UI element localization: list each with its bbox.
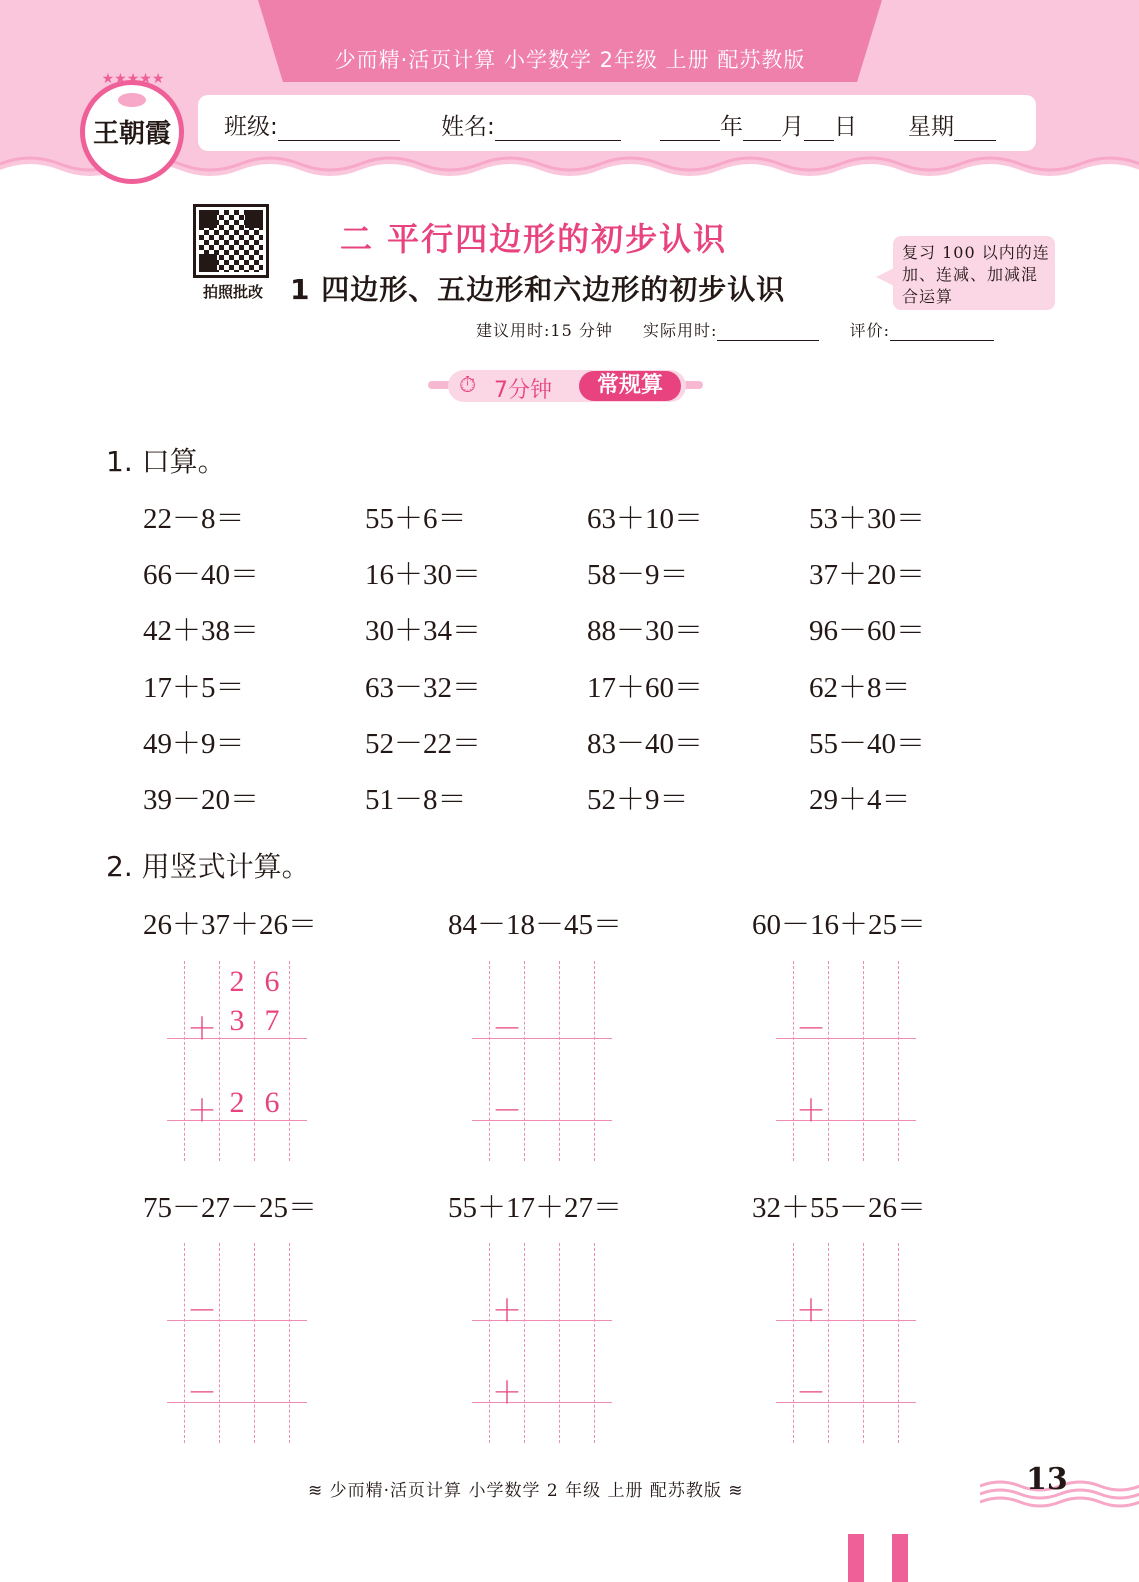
grid-column-line xyxy=(219,1243,220,1443)
grid-column-line xyxy=(594,961,595,1161)
operator-hint: － xyxy=(796,1377,826,1410)
class-blank[interactable] xyxy=(278,118,400,141)
grid-column-line xyxy=(219,961,220,1161)
oral-item: 58－9＝ xyxy=(587,559,689,591)
year-blank[interactable] xyxy=(660,118,720,141)
operator-hint: ＋ xyxy=(492,1377,522,1410)
lesson-title: 1 四边形、五边形和六边形的初步认识 xyxy=(290,273,786,306)
edge-bar xyxy=(892,1534,908,1582)
oral-item: 37＋20＝ xyxy=(809,559,926,591)
class-label: 班级: xyxy=(224,114,278,140)
worked-digit: 2 xyxy=(229,1086,245,1119)
grid-column-line xyxy=(559,1243,560,1443)
grid-column-line xyxy=(254,1243,255,1443)
vertical-expression: 84－18－45＝ xyxy=(448,909,623,941)
oral-item: 83－40＝ xyxy=(587,728,704,760)
oral-item: 53＋30＝ xyxy=(809,503,926,535)
grid-column-line xyxy=(289,1243,290,1443)
grid-column-line xyxy=(289,961,290,1161)
oral-item: 55－40＝ xyxy=(809,728,926,760)
weekday-label: 星期 xyxy=(908,114,954,140)
series-title: 少而精·活页计算 小学数学 2年级 上册 配苏教版 xyxy=(334,48,806,72)
weekday-blank[interactable] xyxy=(954,118,996,141)
oral-item: 55＋6＝ xyxy=(365,503,467,535)
operator-hint: － xyxy=(187,1377,217,1410)
grid-column-line xyxy=(524,961,525,1161)
name-field[interactable] xyxy=(441,108,621,141)
timer-tag: 常规算 xyxy=(579,371,681,401)
grid-column-line xyxy=(863,1243,864,1443)
oral-item: 52＋9＝ xyxy=(587,784,689,816)
section-title: 二 平行四边形的初步认识 xyxy=(340,220,728,258)
operator-hint: ＋ xyxy=(796,1295,826,1328)
actual-time-label: 实际用时: xyxy=(643,321,718,340)
worked-operator: ＋ xyxy=(187,1013,217,1046)
worked-digit: 7 xyxy=(264,1004,280,1037)
logo-text: 王朝霞 xyxy=(92,119,171,149)
operator-hint: － xyxy=(187,1295,217,1328)
grid-column-line xyxy=(863,961,864,1161)
oral-item: 30＋34＝ xyxy=(365,615,482,647)
operator-hint: － xyxy=(796,1013,826,1046)
month-label: 月 xyxy=(781,114,804,140)
qr-label: 拍照批改 xyxy=(202,283,263,301)
grid-column-line xyxy=(793,961,794,1161)
vertical-expression: 75－27－25＝ xyxy=(143,1192,318,1224)
worked-digit: 6 xyxy=(264,1086,280,1119)
name-blank[interactable] xyxy=(495,118,621,141)
grid-column-line xyxy=(184,961,185,1161)
operator-hint: ＋ xyxy=(492,1295,522,1328)
oral-item: 63＋10＝ xyxy=(587,503,704,535)
grid-column-line xyxy=(184,1243,185,1443)
weekday-field[interactable] xyxy=(908,108,996,141)
day-label: 日 xyxy=(834,114,857,140)
grid-column-line xyxy=(828,961,829,1161)
worked-digit: 3 xyxy=(229,1004,245,1037)
class-field[interactable] xyxy=(224,108,400,141)
oral-item: 29＋4＝ xyxy=(809,784,911,816)
oral-item: 51－8＝ xyxy=(365,784,467,816)
worked-digit: 2 xyxy=(229,965,245,998)
oral-item: 96－60＝ xyxy=(809,615,926,647)
grid-column-line xyxy=(559,961,560,1161)
oral-item: 39－20＝ xyxy=(143,784,260,816)
oral-item: 49＋9＝ xyxy=(143,728,245,760)
edge-bar xyxy=(848,1534,864,1582)
grid-column-line xyxy=(524,1243,525,1443)
name-label: 姓名: xyxy=(441,114,495,140)
time-row xyxy=(476,318,994,341)
operator-hint: － xyxy=(492,1013,522,1046)
worked-operator: ＋ xyxy=(187,1095,217,1128)
footer-series: ≋ 少而精·活页计算 小学数学 2 年级 上册 配苏教版 ≋ xyxy=(308,1481,744,1501)
grid-column-line xyxy=(793,1243,794,1443)
oral-item: 16＋30＝ xyxy=(365,559,482,591)
oral-item: 42＋38＝ xyxy=(143,615,260,647)
oral-item: 17＋60＝ xyxy=(587,672,704,704)
vertical-expression: 32＋55－26＝ xyxy=(752,1192,927,1224)
grid-column-line xyxy=(254,961,255,1161)
date-field[interactable] xyxy=(660,108,857,141)
page-number: 13 xyxy=(1026,1462,1068,1497)
grid-column-line xyxy=(489,961,490,1161)
oral-item: 17＋5＝ xyxy=(143,672,245,704)
q1-heading: 1. 口算。 xyxy=(106,445,226,478)
q2-heading: 2. 用竖式计算。 xyxy=(106,850,310,883)
grid-column-line xyxy=(489,1243,490,1443)
grid-column-line xyxy=(594,1243,595,1443)
vertical-expression: 26＋37＋26＝ xyxy=(143,909,318,941)
operator-hint: － xyxy=(492,1095,522,1128)
actual-time-blank[interactable] xyxy=(717,324,819,341)
year-label: 年 xyxy=(720,114,743,140)
vertical-expression: 55＋17＋27＝ xyxy=(448,1192,623,1224)
vertical-expression: 60－16＋25＝ xyxy=(752,909,927,941)
timer-duration: 7分钟 xyxy=(494,378,552,403)
oral-item: 63－32＝ xyxy=(365,672,482,704)
oral-item: 62＋8＝ xyxy=(809,672,911,704)
grid-column-line xyxy=(898,961,899,1161)
month-blank[interactable] xyxy=(743,118,781,141)
evaluation-label: 评价: xyxy=(849,321,891,340)
stopwatch-icon: ⏱ xyxy=(459,373,477,398)
worked-digit: 6 xyxy=(264,965,280,998)
suggested-time: 建议用时:15 分钟 xyxy=(476,321,613,340)
evaluation-blank[interactable] xyxy=(890,324,994,341)
logo-stars: ★★★★★ xyxy=(101,71,165,87)
qr-pattern xyxy=(199,210,263,272)
day-blank[interactable] xyxy=(804,118,834,141)
oral-item: 66－40＝ xyxy=(143,559,260,591)
grid-column-line xyxy=(828,1243,829,1443)
grid-column-line xyxy=(898,1243,899,1443)
oral-item: 52－22＝ xyxy=(365,728,482,760)
oral-item: 88－30＝ xyxy=(587,615,704,647)
logo-crown-icon xyxy=(118,93,146,107)
operator-hint: ＋ xyxy=(796,1095,826,1128)
review-note: 复习 100 以内的连加、连减、加减混合运算 xyxy=(902,243,1050,306)
oral-item: 22－8＝ xyxy=(143,503,245,535)
review-note-pointer xyxy=(876,268,894,286)
